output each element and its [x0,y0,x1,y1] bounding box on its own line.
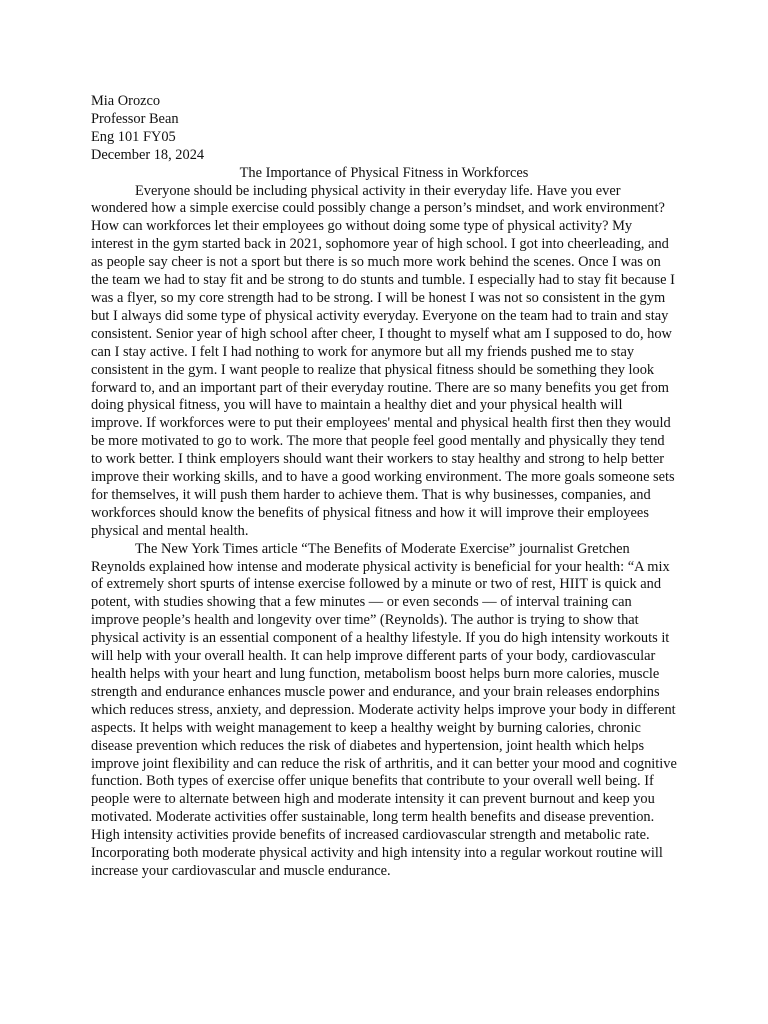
professor-name: Professor Bean [91,110,179,127]
document-page [91,93,677,881]
student-name: Mia Orozco [91,93,161,109]
essay-title: The Importance of Physical Fitness in Workforces [239,164,529,181]
course-code: Eng 101 FY05 [91,128,176,145]
essay-date: December 18, 2024 [91,146,205,163]
body-paragraph-2: The New York Times article “The Benefits of Moderate Exercise” journalist Gretchen Reynolds explained how intense and moderate physical activity is beneficial for your health: “A mix of extremely short spurts of intense exercise followed by a minute or two of rest, HIIT is quick and potent, with studies showing that a few minutes — or even seconds — of interval training can improve people’s health and longevity over time” (Reynolds). The author is trying to show that physical activity is an essential component of a healthy lifestyle. If you do high intensity workouts it will help with your overall health. It can help improve different parts of your body, cardiovascular health helps with your heart and lung function, metabolism boost helps burn more calories, muscle strength and endurance enhances muscle power and endurance, and your brain releases endorphins which reduces stress, anxiety, and depression. Moderate activity helps improve your body in different aspects. It helps with weight management to keep a healthy weight by burning calories, chronic disease prevention which reduces the risk of diabetes and hypertension, joint health which helps improve joint flexibility and can reduce the risk of arthritis, and it can better your mood and cognitive function. Both types of exercise offer unique benefits that contribute to your overall well being. If people were to alternate between high and moderate intensity it can prevent burnout and keep you motivated. Moderate activities offer sustainable, long term health benefits and disease prevention. High intensity activities provide benefits of increased cardiovascular strength and metabolic rate. Incorporating both moderate physical activity and high intensity into a regular workout routine will increase your cardiovascular and muscle endurance. [91,540,677,879]
body-paragraph-1: Everyone should be including physical activity in their everyday life. Have you ever wondered how a simple exercise could possibly change a person’s mindset, and work environment? How can workforces let their employees go without doing some type of physical activity? My interest in the gym started back in 2021, sophomore year of high school. I got into cheerleading, and as people say cheer is not a sport but there is so much more work behind the scenes. Once I was on the team we had to stay fit and be strong to do stunts and tumble. I especially had to stay fit because I was a flyer, so my core strength had to be strong. I will be honest I was not so consistent in the gym but I always did some type of physical activity everyday. Everyone on the team had to train and stay consistent. Senior year of high school after cheer, I thought to myself what am I supposed to do, how can I stay active. I felt I had nothing to work for anymore but all my friends pushed me to stay consistent in the gym. I want people to realize that physical fitness should be something they look forward to, and an important part of their everyday routine. There are so many benefits you get from doing physical fitness, you will have to maintain a healthy diet and your physical health will improve. If workforces were to put their employees' mental and physical health first then they would be more motivated to go to work. The more that people feel good mentally and physically they tend to work better. I think employers should want their workers to stay healthy and strong to help better improve their working skills, and to have a good working environment. The more goals someone sets for themselves, it will push them harder to achieve them. That is why businesses, companies, and workforces should know the benefits of physical fitness and how it will improve their employees physical and mental health. [91,182,675,539]
